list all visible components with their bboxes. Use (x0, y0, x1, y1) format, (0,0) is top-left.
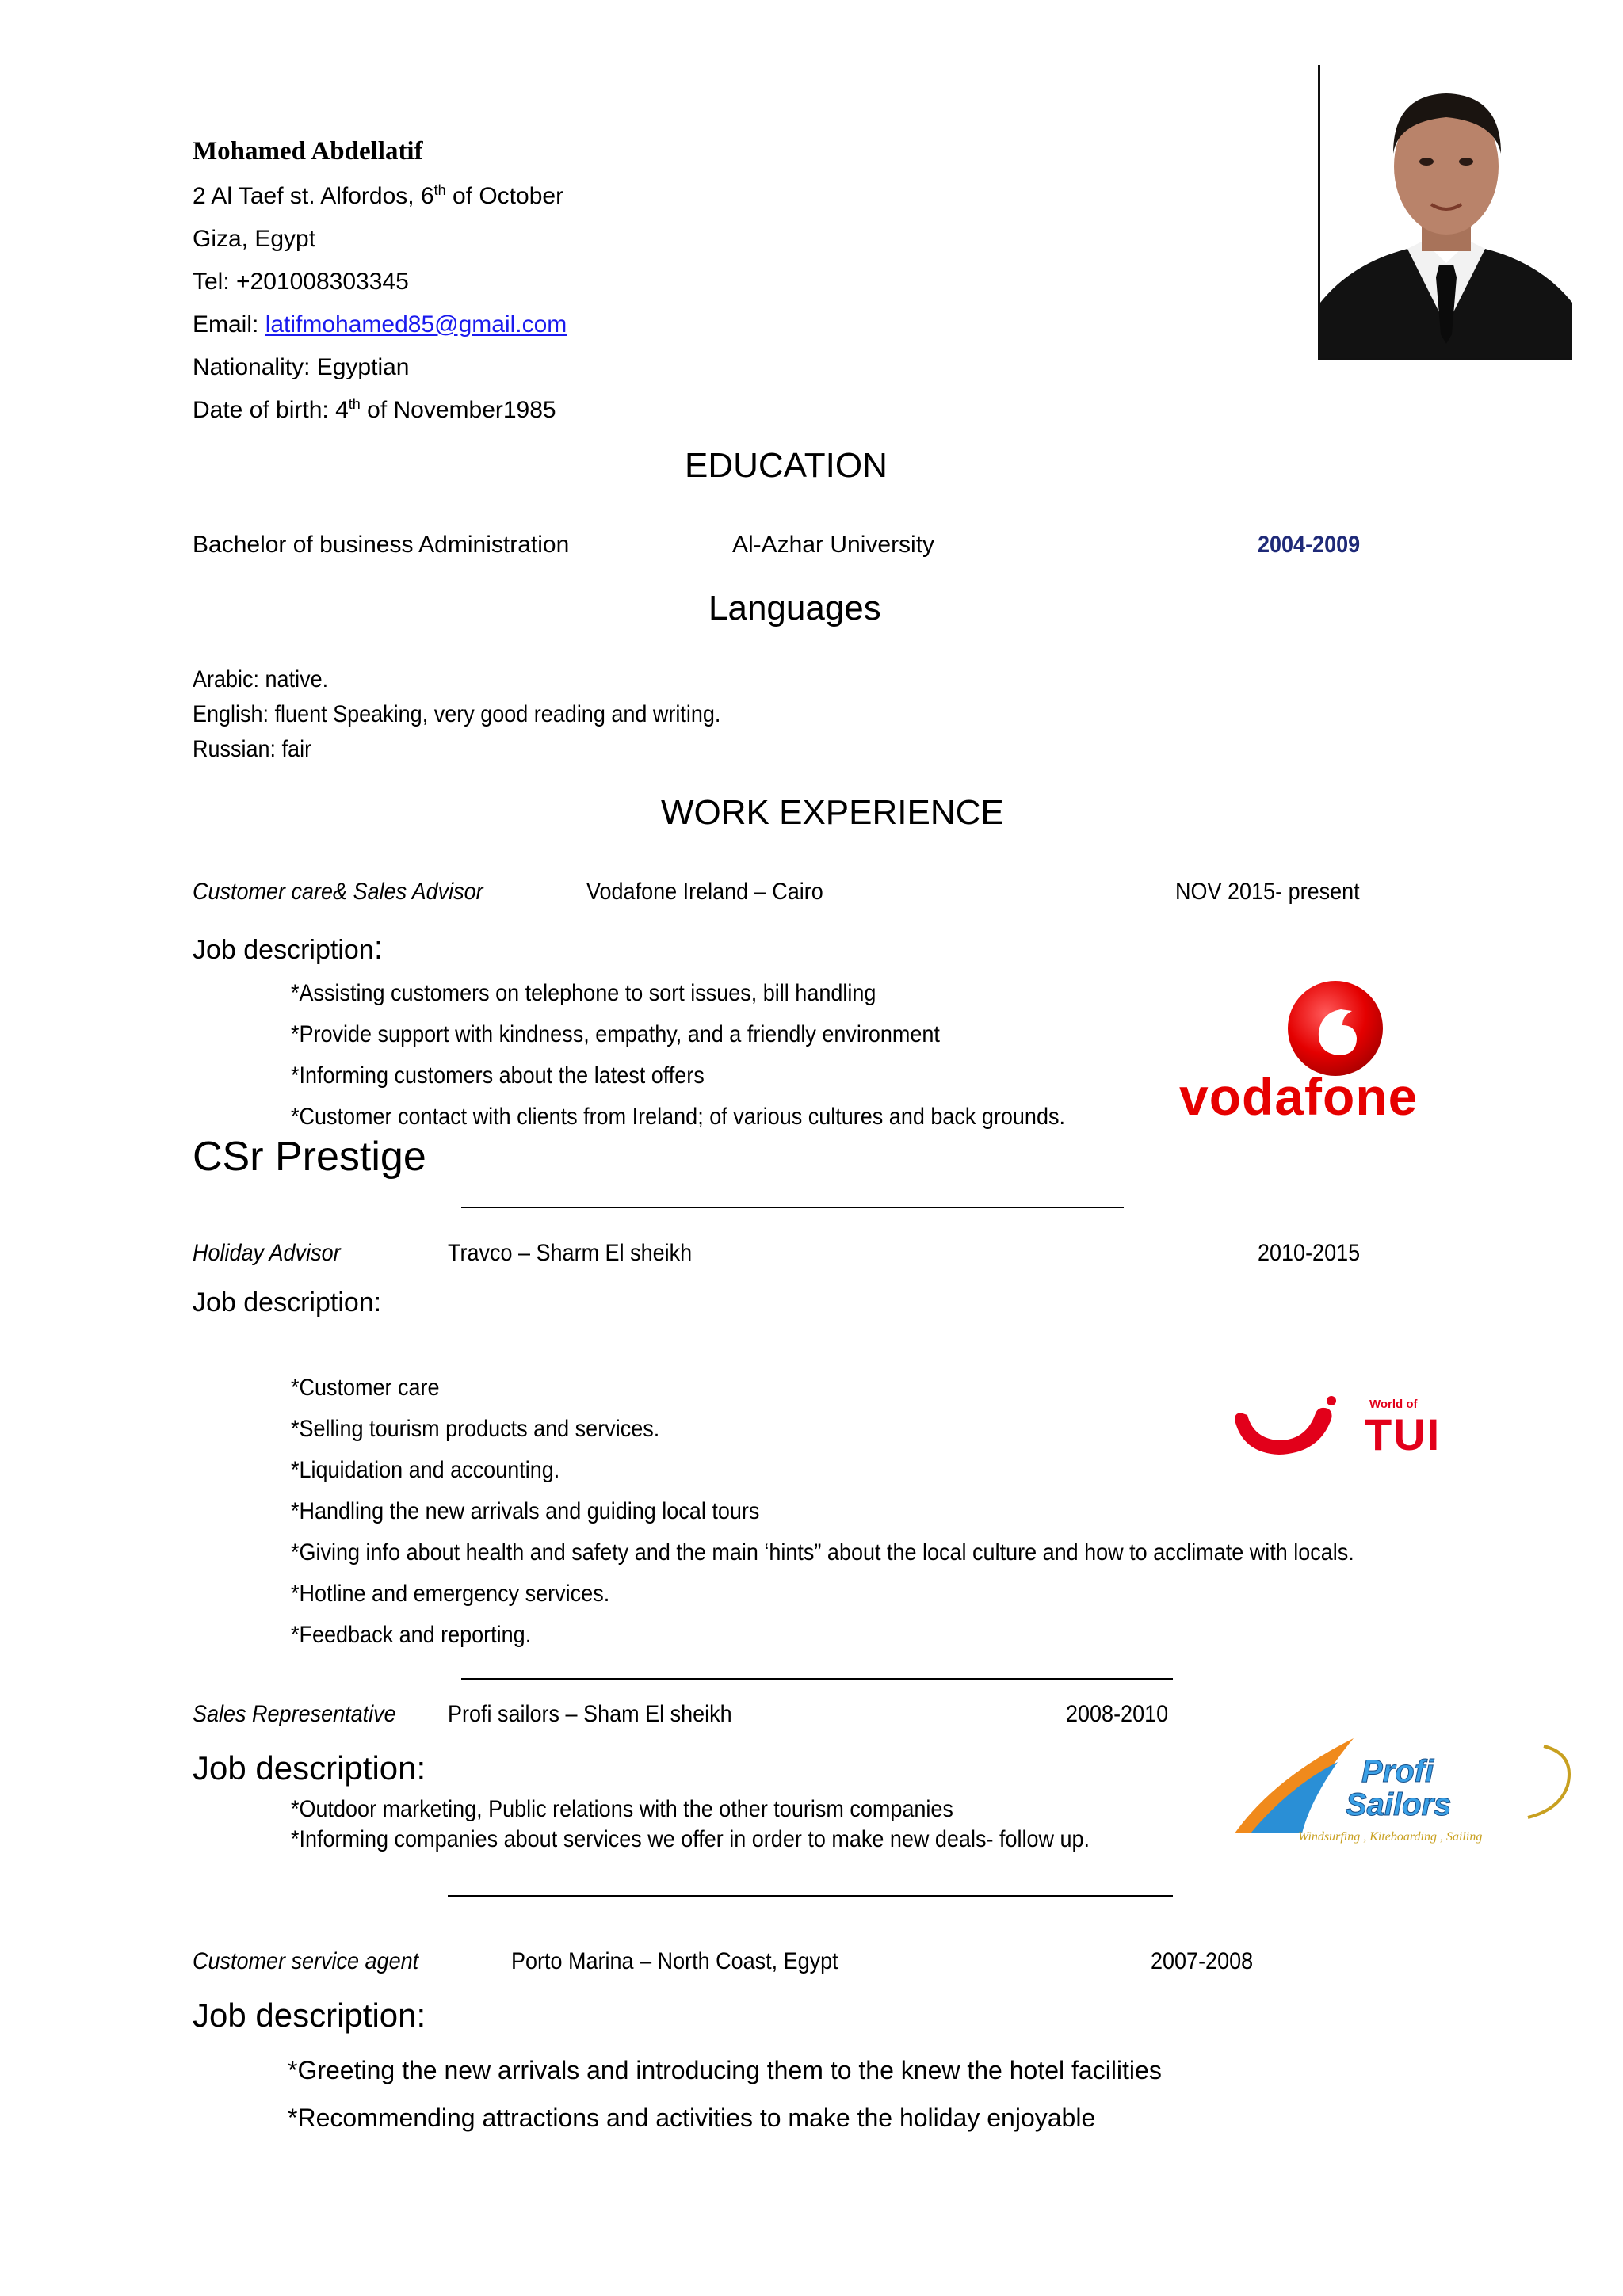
education-years: 2004-2009 (1258, 532, 1361, 558)
city-line: Giza, Egypt (193, 226, 316, 252)
address-text: 2 Al Taef st. Alfordos, 6 (193, 183, 434, 209)
job2-title: Holiday Advisor (193, 1240, 341, 1266)
job3-desc-label: Job description: (193, 1749, 426, 1787)
job1-bullet-1: *Assisting customers on telephone to sort issues, bill handling (291, 980, 876, 1006)
education-university: Al-Azhar University (732, 532, 935, 558)
profi-sailors-line2: Sailors (1346, 1787, 1452, 1822)
tel-line: Tel: +201008303345 (193, 269, 409, 295)
dob-text-end: of November1985 (360, 397, 556, 423)
profi-sailors-line1: Profi (1361, 1754, 1434, 1789)
job1-extra-text: CSr Prestige (193, 1134, 426, 1180)
languages-heading: Languages (708, 589, 881, 627)
dob-sup: th (348, 396, 361, 412)
dob-text: Date of birth: 4 (193, 397, 349, 423)
dob-line (193, 396, 556, 425)
divider-2 (461, 1678, 1173, 1680)
job1-desc-label (193, 929, 384, 966)
vodafone-logo (1173, 979, 1490, 1130)
tui-small-text: World of (1369, 1398, 1418, 1411)
job2-company: Travco – Sharm El sheikh (448, 1240, 693, 1266)
job2-period: 2010-2015 (1258, 1240, 1361, 1266)
job3-bullet-2: *Informing companies about services we offer in order to make new deals- follow up. (291, 1826, 1090, 1852)
job1-company: Vodafone Ireland – Cairo (586, 879, 823, 905)
address-line (193, 182, 563, 211)
candidate-name: Mohamed Abdellatif (193, 137, 423, 166)
job4-bullet-1: *Greeting the new arrivals and introducing them to the knew the hotel facilities (288, 2056, 1162, 2084)
job3-title: Sales Representative (193, 1701, 396, 1727)
job1-bullet-3: *Informing customers about the latest offers (291, 1062, 705, 1089)
vodafone-wordmark: vodafone (1179, 1067, 1419, 1126)
nationality-line: Nationality: Egyptian (193, 354, 410, 380)
job4-bullet-2: *Recommending attractions and activities to make the holiday enjoyable (288, 2103, 1096, 2132)
job4-desc-label: Job description: (193, 1997, 426, 2034)
education-degree: Bachelor of business Administration (193, 532, 570, 558)
job2-bullet-1: *Customer care (291, 1375, 440, 1401)
job3-company: Profi sailors – Sham El sheikh (448, 1701, 732, 1727)
job2-bullet-3: *Liquidation and accounting. (291, 1457, 560, 1483)
job4-company: Porto Marina – North Coast, Egypt (511, 1948, 838, 1974)
address-text-end: of October (445, 183, 564, 209)
tui-smile-icon (1230, 1396, 1341, 1459)
job2-bullet-2: *Selling tourism products and services. (291, 1416, 660, 1442)
job3-period: 2008-2010 (1066, 1701, 1169, 1727)
job3-bullet-1: *Outdoor marketing, Public relations with the other tourism companies (291, 1796, 953, 1822)
job2-bullet-4: *Handling the new arrivals and guiding local tours (291, 1498, 760, 1524)
profi-sailors-tagline: Windsurfing , Kiteboarding , Sailing (1298, 1830, 1483, 1844)
tui-logo (1230, 1396, 1468, 1467)
tui-wordmark: TUI (1365, 1409, 1442, 1459)
job2-bullet-7: *Feedback and reporting. (291, 1622, 532, 1648)
portrait-illustration (1320, 65, 1572, 358)
divider-3 (448, 1895, 1173, 1897)
job2-bullet-6: *Hotline and emergency services. (291, 1581, 610, 1607)
email-link[interactable]: latifmohamed85@gmail.com (265, 311, 567, 338)
divider-1 (461, 1207, 1124, 1208)
work-heading: WORK EXPERIENCE (661, 793, 1004, 832)
email-line (193, 311, 567, 339)
job1-title: Customer care& Sales Advisor (193, 879, 483, 905)
profi-sailors-logo (1227, 1730, 1623, 1857)
language-russian: Russian: fair (193, 736, 312, 762)
job1-desc-text: Job description (193, 935, 374, 965)
job1-desc-colon: : (373, 929, 384, 966)
email-label: Email: (193, 311, 265, 338)
job1-bullet-2: *Provide support with kindness, empathy, and a friendly environment (291, 1021, 940, 1047)
job4-period: 2007-2008 (1151, 1948, 1254, 1974)
education-heading: EDUCATION (685, 446, 888, 485)
job4-title: Customer service agent (193, 1948, 419, 1974)
language-english: English: fluent Speaking, very good reading and writing. (193, 701, 721, 727)
language-arabic: Arabic: native. (193, 666, 329, 692)
profile-photo (1318, 65, 1572, 360)
job1-bullet-4: *Customer contact with clients from Ireland; of various cultures and back grounds. (291, 1104, 1065, 1130)
job2-bullet-5: *Giving info about health and safety and the main ‘hints” about the local culture and how to acclimate with locals. (291, 1539, 1354, 1566)
job2-desc-label: Job description: (193, 1287, 382, 1318)
address-sup: th (433, 182, 446, 198)
job1-period: NOV 2015- present (1175, 879, 1360, 905)
